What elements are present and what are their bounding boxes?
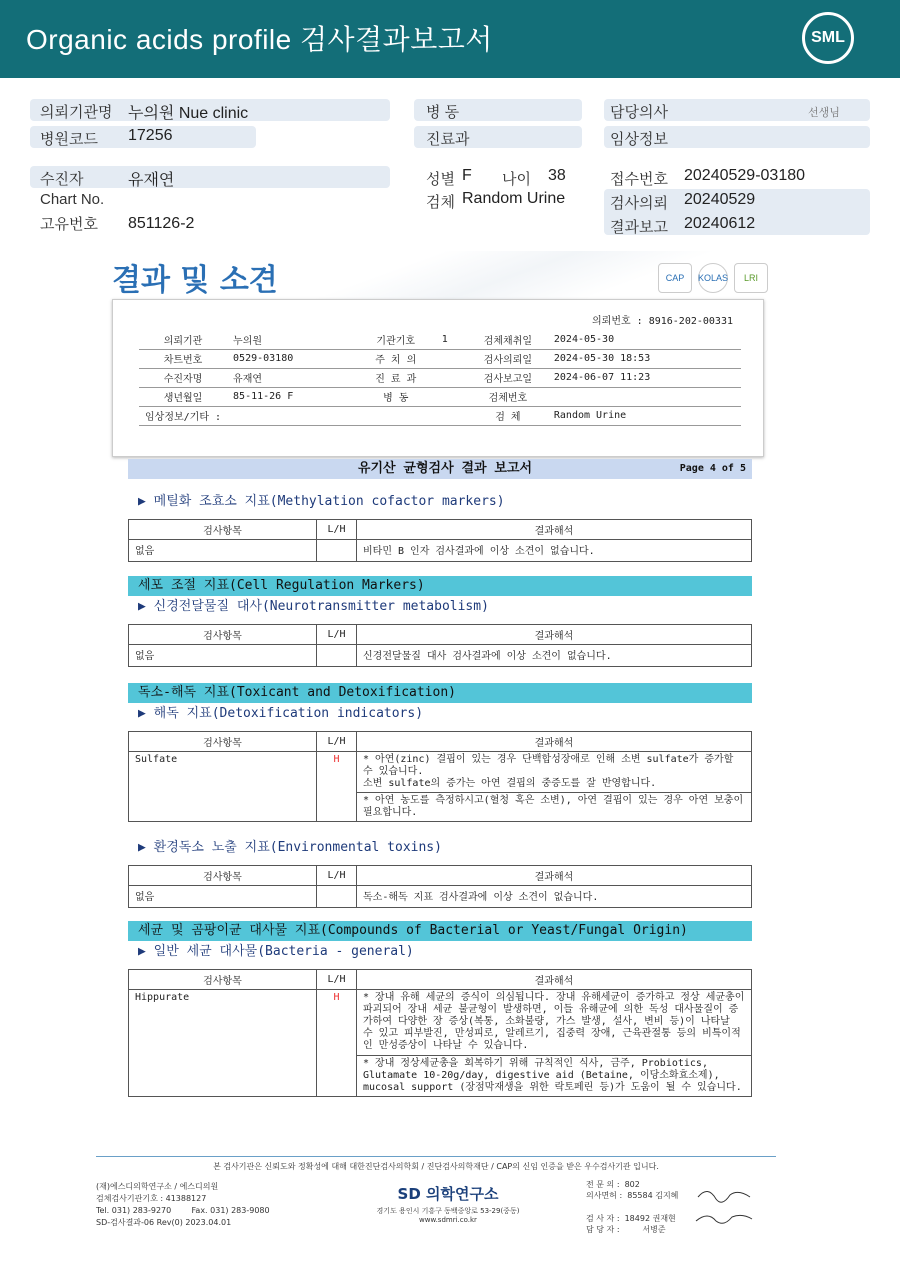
sd-logo: SD 의학연구소 <box>397 1185 499 1203</box>
info-row: 의뢰기관 누의원 기관기호 1 검체채취일 2024-05-30 <box>139 330 741 349</box>
section-neurotransmitter-title: ▶ 신경전달물질 대사(Neurotransmitter metabolism) <box>138 599 489 614</box>
sex-label: 성별 <box>426 171 455 188</box>
table-row: Hippurate H * 장내 유해 세균의 증식이 의심됩니다. 장내 유해세균이 증가하고 정상 세균총이 파괴되어 장내 세균 불균형이 발생하면, 이들 유해균에 의한 독성 대사물질이 증가하여 다양한 장 증상(복통, 소화불량, 가스 발생, 설사, 변비 등)이 나타날 수 있고 피부발진, 만성피로, 알레르기, 집중력 장애, 근육관절통 등의 비특이적인 만성증상이 나타날 수 있습니다. <box>129 990 752 1056</box>
lri-badge: LRI <box>734 263 768 293</box>
info-row: 임상정보/기타 : 검 체 Random Urine <box>139 406 741 425</box>
specimen-label: 검체 <box>426 194 455 211</box>
clinical-label: 임상정보 <box>610 131 668 148</box>
footer-left: (재)에스디의학연구소 / 에스디의원 검체검사기관기호 : 41388127 Tel. 031) 283-9270 Fax. 031) 283-9080 SD-검사결과-06 Rev(0) 2023.04.01 <box>96 1182 270 1227</box>
section-environmental-title: ▶ 환경독소 노출 지표(Environmental toxins) <box>138 840 442 855</box>
chart-label: Chart No. <box>40 191 105 208</box>
top-banner <box>0 0 900 78</box>
patient-value: 유재연 <box>128 172 175 189</box>
signature-image <box>694 1181 754 1229</box>
neurotransmitter-table: 검사항목 L/H 결과해석 없음 신경전달물질 대사 검사결과에 이상 소견이 없습니다. <box>128 624 752 667</box>
request-number: 의뢰번호 : 8916-202-00331 <box>592 316 733 327</box>
report-label: 결과보고 <box>610 219 668 236</box>
info-row: 생년월일 85-11-26 F 병 동 검체번호 <box>139 387 741 406</box>
cap-badge: CAP <box>658 263 692 293</box>
doctor-label: 담당의사 <box>610 104 668 121</box>
section-methylation <box>128 491 752 562</box>
sex-value: F <box>462 167 472 184</box>
unique-label: 고유번호 <box>40 216 98 233</box>
table-row: Sulfate H * 아연(zinc) 결핍이 있는 경우 단백합성장애로 인해 소변 sulfate가 증가할 수 있습니다. 소변 sulfate의 증가는 아연 결핍의 중증도를 잘 반영합니다. <box>129 752 752 793</box>
request-value: 20240529 <box>684 191 756 208</box>
main-title-bar <box>128 459 752 479</box>
footer-center: SD 의학연구소 경기도 용인시 기흥구 동백중앙로 53-29(중동) www.sdmri.co.kr <box>358 1183 538 1224</box>
table-row: 없음 비타민 B 인자 검사결과에 이상 소견이 없습니다. <box>129 540 752 562</box>
report-footer <box>96 1156 776 1234</box>
info-box <box>112 299 764 457</box>
sml-logo: SML <box>802 12 854 64</box>
environmental-table: 검사항목 L/H 결과해석 없음 독소-해독 지표 검사결과에 이상 소견이 없습니다. <box>128 865 752 908</box>
table-row: 없음 신경전달물질 대사 검사결과에 이상 소견이 없습니다. <box>129 645 752 667</box>
bacteria-table: 검사항목 L/H 결과해석 Hippurate H * 장내 유해 세균의 증식이 의심됩니다. 장내 유해세균이 증가하고 정상 세균총이 파괴되어 장내 세균 불균형이 발생하면, 이들 유해균에 의한 독성 대사물질이 증가하여 다양한 장 증상(복통, 소화불량, 가스 발생, 설사, 변비 등)이 나타날 수 있고 피부발진, 만성피로, 알레르기, 집중력 장애, 근육관절통 등의 비특이적인 만성증상이 나타날 수 있습니다. * 장내 정상세균총을 회복하기 위해 규칙적인 식사, 금주, Probiotics, Glutamate 10-20g/day, digestive aid (Betaine, 이당소화효소제), mucosal support (장점막재생을 위한 락토페린 등)가 도움이 될 수 있습니다. <box>128 969 752 1097</box>
section-bacterial-bar: 세균 및 곰팡이균 대사물 지표(Compounds of Bacterial or Yeast/Fungal Origin) <box>128 921 752 941</box>
footer-signatures: 전 문 의 : 802 의사면허 : 85584 김지혜 검 사 자 : 18492 권재현 담 당 자 : 서병준 <box>586 1179 776 1235</box>
table-row: 없음 독소-해독 지표 검사결과에 이상 소견이 없습니다. <box>129 886 752 908</box>
hospital-code-label: 병원코드 <box>40 131 98 148</box>
age-label: 나이 <box>502 171 531 188</box>
info-row: 차트번호 0529-03180 주 치 의 검사의뢰일 2024-05-30 18:53 <box>139 349 741 368</box>
ward-label: 병 동 <box>426 104 460 121</box>
section-environmental <box>128 837 752 908</box>
dept-label: 진료과 <box>426 131 470 148</box>
age-value: 38 <box>548 167 566 184</box>
section-bacteria-general-title: ▶ 일반 세균 대사물(Bacteria - general) <box>138 944 414 959</box>
section-toxicant-bar: 독소-해독 지표(Toxicant and Detoxification) <box>128 683 752 703</box>
accreditation-badges <box>658 263 768 293</box>
patient-label: 수진자 <box>40 171 84 188</box>
unique-value: 851126-2 <box>128 215 195 232</box>
institution-label: 의뢰기관명 <box>40 104 113 121</box>
report-value: 20240612 <box>684 215 756 232</box>
section-cell-regulation <box>128 576 752 667</box>
info-row: 수진자명 유재연 진 료 과 검사보고일 2024-06-07 11:23 <box>139 368 741 387</box>
detox-table: 검사항목 L/H 결과해석 Sulfate H * 아연(zinc) 결핍이 있는 경우 단백합성장애로 인해 소변 sulfate가 증가할 수 있습니다. 소변 sulfate의 증가는 아연 결핍의 중증도를 잘 반영합니다. * 아연 농도를 측정하시고(혈청 혹은 소변), 아연 결핍이 있는 경우 아연 보충이 필요합니다. <box>128 731 752 822</box>
section-methylation-title: ▶ 메틸화 조효소 지표(Methylation cofactor markers) <box>138 494 505 509</box>
main-title: 유기산 균형검사 결과 보고서 <box>357 461 533 476</box>
report-title: 결과 및 소견 <box>112 263 278 298</box>
institution-value: 누의원 Nue clinic <box>128 105 249 122</box>
receipt-label: 접수번호 <box>610 171 668 188</box>
section-detox-title: ▶ 해독 지표(Detoxification indicators) <box>138 706 424 721</box>
specimen-value: Random Urine <box>462 190 566 207</box>
receipt-value: 20240529-03180 <box>684 167 806 184</box>
section-bacterial <box>128 921 752 1097</box>
doctor-suffix: 선생님 <box>808 107 840 119</box>
patient-row <box>30 166 390 188</box>
section-cell-regulation-bar: 세포 조절 지표(Cell Regulation Markers) <box>128 576 752 596</box>
page-title: Organic acids profile 검사결과보고서 <box>26 24 493 55</box>
page-indicator: Page 4 of 5 <box>679 463 746 474</box>
methylation-table: 검사항목 L/H 결과해석 없음 비타민 B 인자 검사결과에 이상 소견이 없습니다. <box>128 519 752 562</box>
hospital-code-value: 17256 <box>128 127 173 144</box>
kolas-badge: KOLAS <box>698 263 728 293</box>
section-toxicant <box>128 683 752 822</box>
result-report <box>80 251 798 1261</box>
footer-notice: 본 검사기관은 신뢰도와 정확성에 대해 대한진단검사의학회 / 진단검사의학재단 / CAP의 신임 인증을 받은 우수검사기관 입니다. <box>213 1162 659 1171</box>
info-table <box>139 330 741 426</box>
request-label: 검사의뢰 <box>610 195 668 212</box>
